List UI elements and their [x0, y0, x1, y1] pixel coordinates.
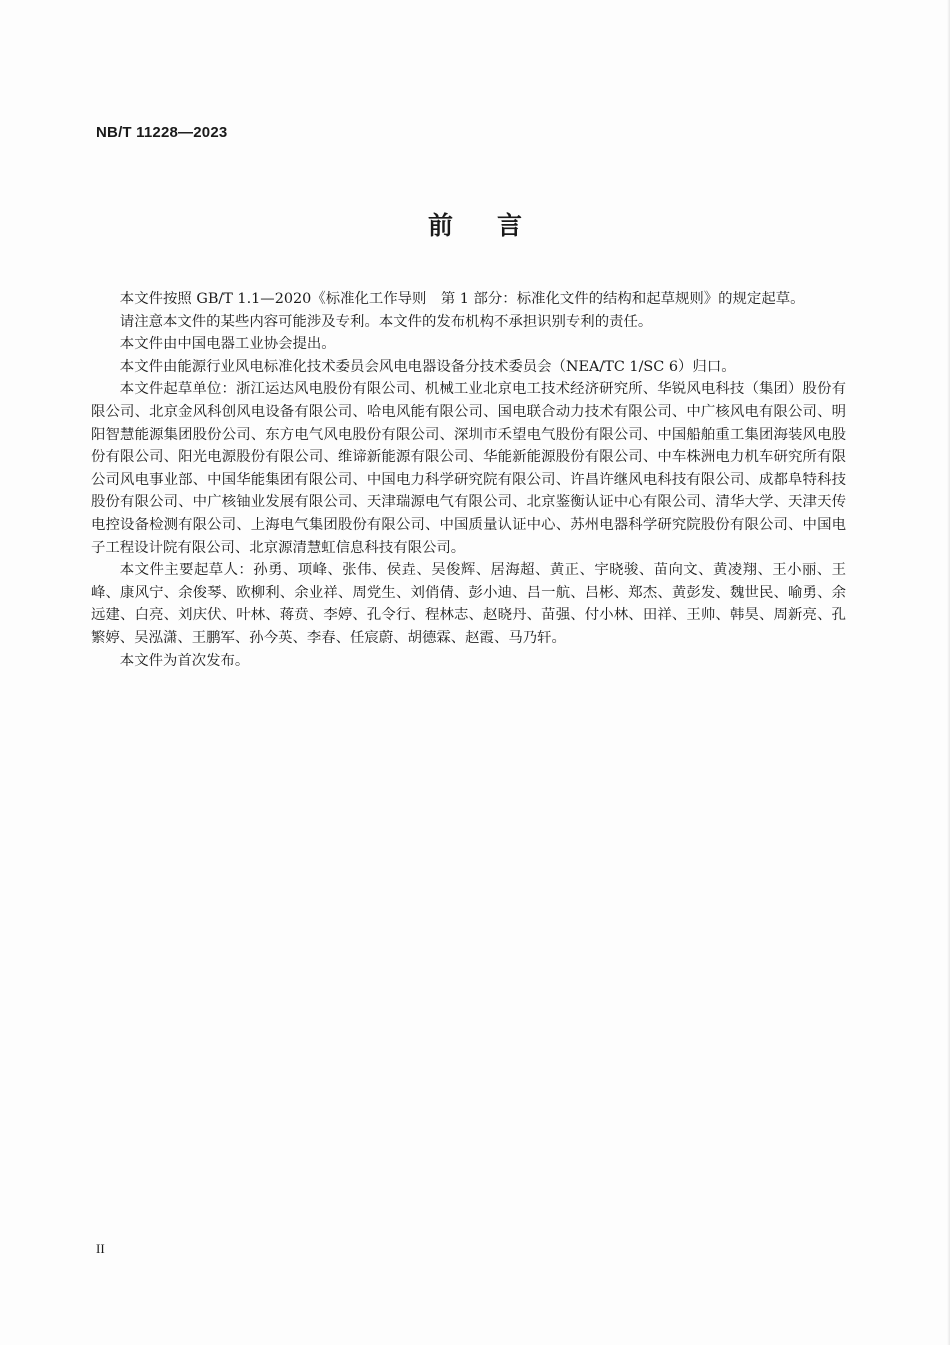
paragraph-proposer: 本文件由中国电器工业协会提出。 — [119, 336, 336, 353]
page-title — [0, 206, 950, 242]
title-char-1: 前 — [427, 211, 453, 240]
foreword-body — [91, 288, 846, 672]
paragraph-drafting-rules: 本文件按照 GB/T 1.1—2020《标准化工作导则 第 1 部分：标准化文件的结构和起草规则》的规定起草。 — [119, 291, 805, 307]
title-char-2: 言 — [497, 211, 523, 240]
paragraph-patent-notice: 请注意本文件的某些内容可能涉及专利。本文件的发布机构不承担识别专利的责任。 — [119, 313, 653, 330]
paragraph-technical-committee: 本文件由能源行业风电标准化技术委员会风电电器设备分技术委员会（NEA/TC 1/SC 6）归口。 — [119, 358, 736, 375]
paragraph-drafters: 本文件主要起草人：孙勇、项峰、张伟、侯垚、吴俊辉、居海超、黄正、宇晓骏、苗向文、黄凌翔、王小丽、王峰、康风宁、余俊琴、欧柳利、余业祥、周党生、刘俏倩、彭小迪、吕一航、吕彬、郑杰、黄彭发、魏世民、喻勇、余远建、白亮、刘庆伏、叶林、蒋贲、李婷、孔令行、程林志、赵晓丹、苗强、付小林、田祥、王帅、韩昊、周新亮、孔繁婷、吴泓潇、王鹏军、孙今英、李春、任宸蔚、胡德霖、赵霞、马乃轩。 — [91, 562, 846, 646]
page-number: II — [96, 1241, 105, 1256]
paragraph-drafting-organizations: 本文件起草单位：浙江运达风电股份有限公司、机械工业北京电工技术经济研究所、华锐风电科技（集团）股份有限公司、北京金风科创风电设备有限公司、哈电风能有限公司、国电联合动力技术有限公司、中广核风电有限公司、明阳智慧能源集团股份公司、东方电气风电股份有限公司、深圳市禾望电气股份有限公司、中国船舶重工集团海装风电股份有限公司、阳光电源股份有限公司、维谛新能源有限公司、华能新能源股份有限公司、中车株洲电力机车研究所有限公司风电事业部、中国华能集团有限公司、中国电力科学研究院有限公司、许昌许继风电科技有限公司、成都阜特科技股份有限公司、中广核铀业发展有限公司、天津瑞源电气有限公司、北京鉴衡认证中心有限公司、清华大学、天津天传电控设备检测有限公司、上海电气集团股份有限公司、中国质量认证中心、苏州电器科学研究院股份有限公司、中国电子工程设计院有限公司、北京源清慧虹信息科技有限公司。 — [91, 381, 846, 556]
paragraph-first-edition: 本文件为首次发布。 — [119, 652, 250, 669]
standard-code: NB/T 11228—2023 — [96, 124, 228, 141]
